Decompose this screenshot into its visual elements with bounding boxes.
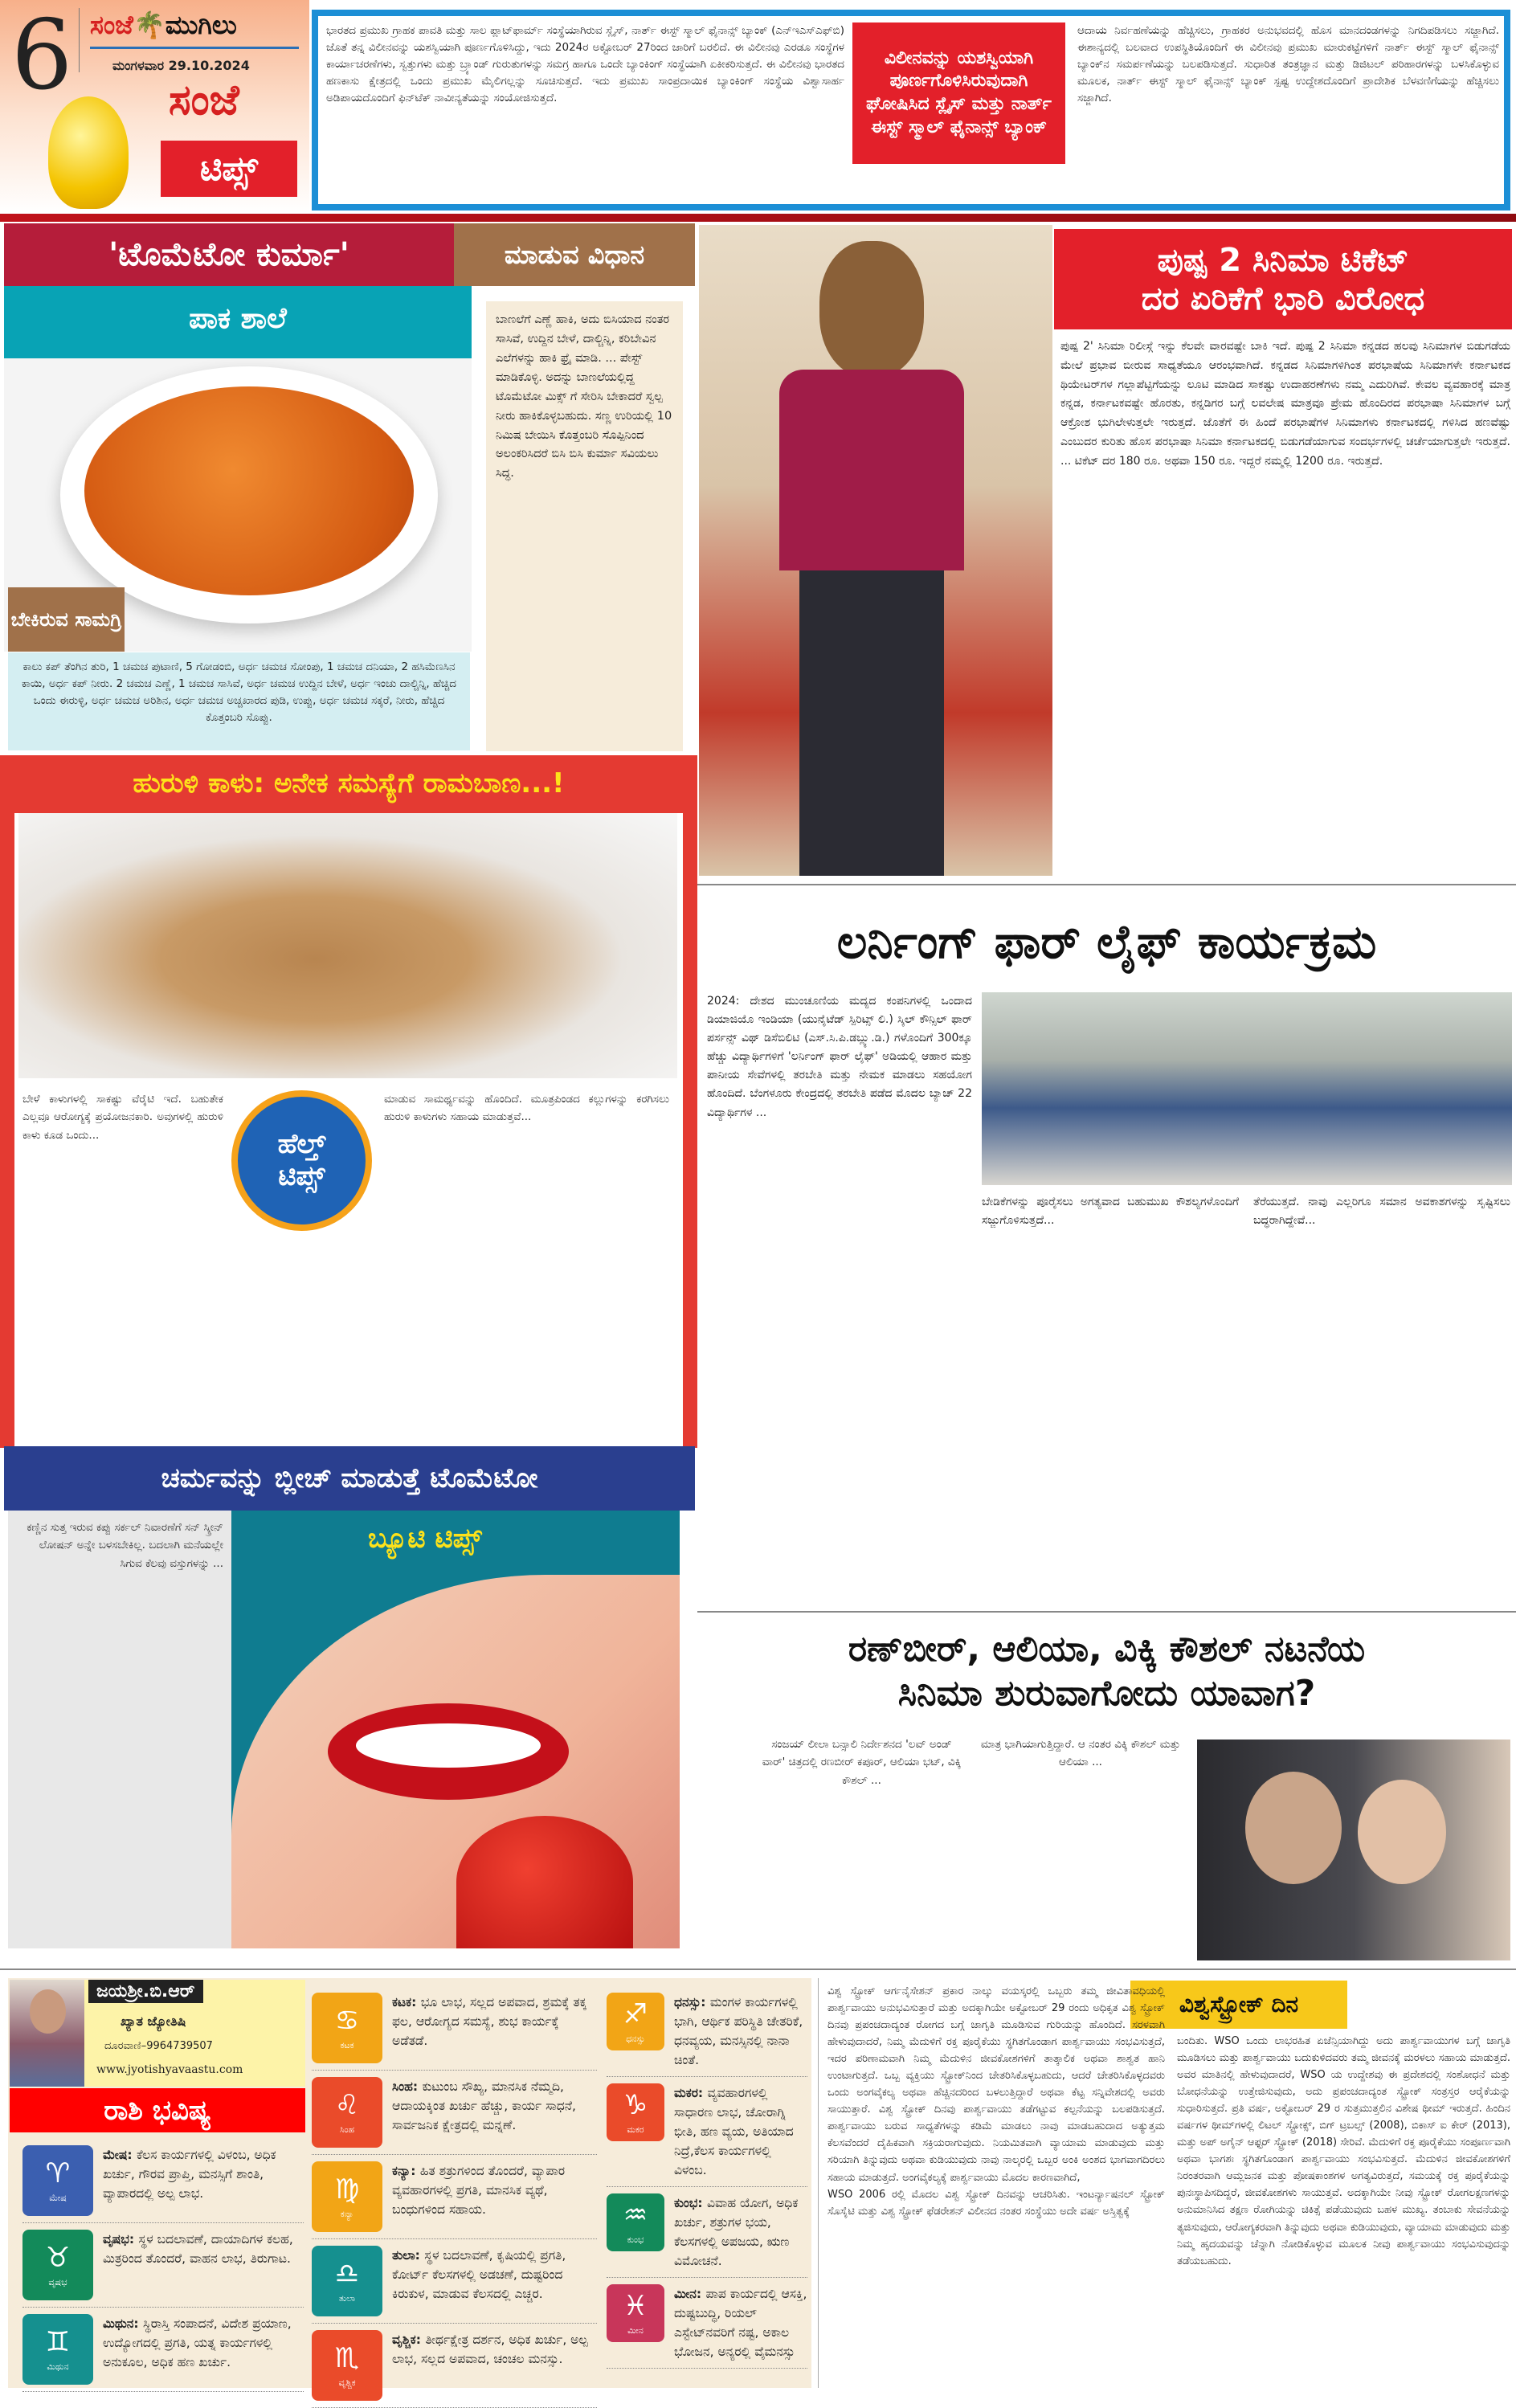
horoscope-sign-8 (607, 1986, 807, 2077)
sign-name: ಕುಂಭ (674, 2196, 698, 2211)
sign-name: ಕಟಕ (392, 1995, 412, 2009)
zodiac-glyph: ♏ (334, 2342, 360, 2374)
learning-body-col1: 2024: ದೇಶದ ಮುಂಚೂಣಿಯ ಮದ್ಯದ ಕಂಪನಿಗಳಲ್ಲಿ ಒಂದಾದ ಡಿಯಾಜಿಯೊ ಇಂಡಿಯಾ (ಯುನೈಟೆಡ್ ಸ್ಪಿರಿಟ್ಸ್ ಲಿ.) ಸ್ಕಿಲ್ ಕೌನ್ಸಿಲ್ ಫಾರ್ ಪರ್ಸನ್ಸ್ ವಿಥ್ ಡಿಸೆಬಿಲಿಟಿ (ಎಸ್.ಸಿ.ಪಿ.ಡಬ್ಲ್ಯು.ಡಿ.) ಗಳೊಂದಿಗೆ 300ಕ್ಕೂ ಹೆಚ್ಚು ವಿದ್ಯಾರ್ಥಿಗಳಿಗೆ 'ಲರ್ನಿಂಗ್ ಫಾರ್ ಲೈಫ್' ಅಡಿಯಲ್ಲಿ ಆಹಾರ ಮತ್ತು ಪಾನೀಯ ಸೇವೆಗಳಲ್ಲಿ ತರಬೇತಿ ಮತ್ತು ನೇಮಕ ಮಾಡಲು ಸಹಯೋಗ ಹೊಂದಿದೆ. ಬೆಂಗಳೂರು ಕೇಂದ್ರದಲ್ಲಿ ತರಬೇತಿ ಪಡೆದ ಮೊದಲ ಬ್ಯಾಚ್ 22 ವಿದ್ಯಾರ್ಥಿಗಳ ... (707, 995, 972, 1119)
zodiac-icon-label: ಕನ್ಯಾ (340, 2209, 354, 2219)
maiden-icon (312, 2161, 382, 2232)
zodiac-glyph: ♐ (623, 1998, 648, 2030)
sign-prediction: ವಿವಾಹ ಯೋಗ, ಅಧಿಕ ಖರ್ಚು, ಶತ್ರುಗಳ ಭಯ, ಕೆಲಸಗಳಲ್ಲಿ ಅಪಜಯ, ಋಣ ವಿಮೋಚನೆ. (674, 2196, 799, 2269)
lion-icon (312, 2077, 382, 2148)
section-title-sanje: ಸಂಜೆ (169, 76, 239, 125)
merger-article (312, 10, 1510, 211)
sign-prediction: ಸ್ಥಿರಾಸ್ತಿ ಸಂಪಾದನೆ, ವಿದೇಶ ಪ್ರಯಾಣ, ಉದ್ಯೋಗದಲ್ಲಿ ಪ್ರಗತಿ, ಯತ್ನ ಕಾರ್ಯಗಳಲ್ಲಿ ಅನುಕೂಲ, ಅಧಿಕ ಹಣ ಖರ್ಚು. (103, 2316, 292, 2370)
horoscope-section (8, 1978, 811, 2388)
sign-prediction: ಕುಟುಂಬ ಸೌಖ್ಯ, ಮಾನಸಿಕ ನೆಮ್ಮದಿ, ಆದಾಯಕ್ಕಿಂತ ಖರ್ಚು ಹೆಚ್ಚು, ಕಾರ್ಯ ಸಾಧನೆ, ಸಾರ್ವಜನಿಕ ಕ್ಷೇತ್ರದಲ್ಲಿ ಮನ್ನಣೆ. (392, 2079, 576, 2133)
astrologer-website: www.jyotishyavaastu.com (96, 2063, 243, 2076)
zodiac-icon-label: ಮಿಥುನ (47, 2361, 69, 2372)
learning-headline: ಲರ್ನಿಂಗ್ ಫಾರ್ ಲೈಫ್ ಕಾರ್ಯಕ್ರಮ (836, 914, 1377, 969)
astrologer-title: ಖ್ಯಾತ ಜ್ಯೋತಿಷಿ (121, 2013, 186, 2029)
zodiac-glyph: ♌ (334, 2089, 360, 2121)
sign-name: ವೃಶ್ಚಿಕ (392, 2332, 416, 2347)
section-title-tips: ಟಿಪ್ಸ್ (161, 141, 297, 197)
horoscope-sign-5 (312, 2155, 597, 2239)
horoscope-sign-6 (312, 2239, 597, 2324)
horoscope-sign-3 (312, 1986, 597, 2071)
bulb-icon (48, 96, 129, 209)
zodiac-glyph: ♋ (334, 2005, 360, 2037)
ram-icon (22, 2145, 93, 2216)
beauty-body: ಕಣ್ಣಿನ ಸುತ್ತ ಇರುವ ಕಪ್ಪು ಸರ್ಕಲ್ ನಿವಾರಣೆಗೆ ಸನ್ ಸ್ಕ್ರೀನ್ ಲೋಷನ್ ಅನ್ನೇ ಬಳಸಬೇಕಿಲ್ಲ. ಬದಲಾಗಿ ಮನೆಯಲ್ಲೇ ಸಿಗುವ ಕೆಲವು ವಸ್ತುಗಳನ್ನು ... (8, 1511, 231, 1948)
horoscope-text: ತುಲಾ: ಸ್ಥಳ ಬದಲಾವಣೆ, ಕೃಷಿಯಲ್ಲಿ ಪ್ರಗತಿ, ಕೋರ್ಟ್ ಕೆಲಸಗಳಲ್ಲಿ ಅಡಚಣೆ, ದುಷ್ಟರಿಂದ ಕಿರುಕುಳ, ಮಾಡುವ ಕೆಲಸದಲ್ಲಿ ಎಚ್ಚರ. (392, 2248, 566, 2302)
astrologer-name: ಜಯಶ್ರೀ.ಬಿ.ಆರ್ (88, 1980, 203, 2003)
zodiac-glyph: ♊ (45, 2326, 71, 2358)
ingredients-label: ಬೇಕಿರುವ ಸಾಮಗ್ರಿ (8, 587, 125, 652)
recipe-title: 'ಟೊಮೆಟೋ ಕುರ್ಮಾ' (4, 223, 454, 286)
beauty-label: ಬ್ಯೂಟಿ ಟಿಪ್ಸ್ (368, 1523, 482, 1555)
pushpa-headline: ಪುಷ್ಪ 2 ಸಿನಿಮಾ ಟಿಕೆಟ್ ದರ ಏರಿಕೆಗೆ ಭಾರಿ ವಿರೋಧ (1054, 229, 1512, 329)
sign-prediction: ಸ್ಥಳ ಬದಲಾವಣೆ, ಕೃಷಿಯಲ್ಲಿ ಪ್ರಗತಿ, ಕೋರ್ಟ್ ಕೆಲಸಗಳಲ್ಲಿ ಅಡಚಣೆ, ದುಷ್ಟರಿಂದ ಕಿರುಕುಳ, ಮಾಡುವ ಕೆಲಸದಲ್ಲಿ ಎಚ್ಚರ. (392, 2248, 566, 2302)
sign-name: ತುಲಾ (392, 2248, 415, 2263)
paper-logo: ಸಂಜೆ🌴ಮುಗಿಲು (90, 10, 237, 40)
horsegram-body-left: ಬೇಳೆ ಕಾಳುಗಳಲ್ಲಿ ಸಾಕಷ್ಟು ವೆರೈಟಿ ಇದೆ. ಬಹುತೇಕ ಎಲ್ಲವೂ ಆರೋಗ್ಯಕ್ಕೆ ಪ್ರಯೋಜನಕಾರಿ. ಅವುಗಳಲ್ಲಿ ಹುರುಳಿ ಕಾಳು ಕೂಡ ಒಂದು... (22, 1093, 223, 1142)
sign-name: ಧನಸ್ಸು (674, 1995, 701, 2009)
sign-prediction: ಹಿತ ಶತ್ರುಗಳಿಂದ ತೊಂದರೆ, ವ್ಯಾಪಾರ ವ್ಯವಹಾರಗಳಲ್ಲಿ ಪ್ರಗತಿ, ಮಾನಸಿಕ ವ್ಯಥೆ, ಬಂಧುಗಳಿಂದ ಸಹಾಯ. (392, 2164, 566, 2218)
sign-prediction: ಭೂ ಲಾಭ, ಸಲ್ಲದ ಅಪವಾದ, ಶ್ರಮಕ್ಕೆ ತಕ್ಕ ಫಲ, ಆರೋಗ್ಯದ ಸಮಸ್ಯೆ, ಶುಭ ಕಾರ್ಯಕ್ಕೆ ಅಡೆತಡೆ. (392, 1995, 587, 2049)
stroke-body-col1: ವಿಶ್ವ ಸ್ಟ್ರೋಕ್ ಆರ್ಗನೈಸೇಶನ್ ಪ್ರಕಾರ ನಾಲ್ಕು ವಯಸ್ಕರಲ್ಲಿ ಒಬ್ಬರು ತಮ್ಮ ಜೀವಿತಾವಧಿಯಲ್ಲಿ ಪಾರ್ಶ್ವವಾಯು ಅನುಭವಿಸುತ್ತಾರೆ ಮತ್ತು ಅದಕ್ಕಾಗಿಯೇ ಅಕ್ಟೋಬರ್ 29 ರಂದು ಅಧಿಕೃತ ವಿಶ್ವ ಸ್ಟ್ರೋಕ್ ದಿನವು ಪ್ರಪಂಚದಾದ್ಯಂತ ರೋಗದ ಬಗ್ಗೆ ಜಾಗೃತಿ ಮೂಡಿಸುವ ಗುರಿಯನ್ನು ಹೊಂದಿದೆ. ಸರಳವಾಗಿ ಹೇಳುವುದಾದರೆ, ನಿಮ್ಮ ಮೆದುಳಿಗೆ ರಕ್ತ ಪೂರೈಕೆಯು ಸ್ಥಗಿತಗೊಂಡಾಗ ಪಾರ್ಶ್ವವಾಯು ಸಂಭವಿಸುತ್ತದೆ, ಇದರ ಪರಿಣಾಮವಾಗಿ ನಿಮ್ಮ ಮೆದುಳಿನ ಜೀವಕೋಶಗಳಿಗೆ ತಾತ್ಕಾಲಿಕ ಅಥವಾ ಶಾಶ್ವತ ಹಾನಿ ಉಂಟಾಗುತ್ತದೆ. ಒಬ್ಬ ವ್ಯಕ್ತಿಯು ಸ್ಟ್ರೋಕ್‌ನಿಂದ ಚೇತರಿಸಿಕೊಳ್ಳಬಹುದು, ಆದರೆ ಚೇತರಿಸಿಕೊಳ್ಳದವರು ಒಂದು ಅಂಗವೈಕಲ್ಯ ಅಥವಾ ಹೆಚ್ಚಿನದರಿಂದ ಬಳಲುತ್ತಿದ್ದಾರೆ ಅಥವಾ ಕೆಟ್ಟ ಸನ್ನಿವೇಶದಲ್ಲಿ ಅವರು ಸಾಯುತ್ತಾರೆ. ವಿಶ್ವ ಸ್ಟ್ರೋಕ್ ದಿನವು ಪಾರ್ಶ್ವವಾಯು ತಡೆಗಟ್ಟುವ ಕಲ್ಪನೆಯನ್ನು ಬಲಪಡಿಸುತ್ತದೆ. ಪಾರ್ಶ್ವವಾಯು ಬರುವ ಸಾಧ್ಯತೆಗಳನ್ನು ಕಡಿಮೆ ಮಾಡಲು ನಾವು ಮಾಡಬಹುದಾದ ಅತ್ಯುತ್ತಮ ಕೆಲಸವೆಂದರೆ ದೈಹಿಕವಾಗಿ ಸಕ್ರಿಯರಾಗುವುದು. ನಿಯಮಿತವಾಗಿ ವ್ಯಾಯಾಮ ಮಾಡುವುದು ಮತ್ತು ಸರಿಯಾಗಿ ತಿನ್ನುವುದು ಅಥವಾ ಕುಡಿಯುವುದು ನಾವು ನಾಲ್ಕರಲ್ಲಿ ಒಬ್ಬರ ಅಂಕಿ ಅಂಶದ ಭಾಗವಾಗದಿರಲು ಸಹಾಯ ಮಾಡುತ್ತದೆ. ಅಂಗವೈಕಲ್ಯಕ್ಕೆ ಪಾರ್ಶ್ವವಾಯು ಮೊದಲ ಕಾರಣವಾಗಿದೆ, WSO 2006 ರಲ್ಲಿ ಮೊದಲ ವಿಶ್ವ ಸ್ಟ್ರೋಕ್ ದಿನವನ್ನು ಆಚರಿಸಿತು. ಇಂಟರ್ನ್ಯಾಷನಲ್ ಸ್ಟ್ರೋಕ್ ಸೊಸೈಟಿ ಮತ್ತು ವಿಶ್ವ ಸ್ಟ್ರೋಕ್ ಫೆಡರೇಶನ್ ವಿಲೀನದ ನಂತರ ಸಂಸ್ಥೆಯು ಅದೇ ವರ್ಷ ಅಸ್ತಿತ್ವಕ್ಕೆ (827, 1985, 1165, 2218)
scales-icon (312, 2246, 382, 2316)
pushpa-body: ಪುಷ್ಪ 2' ಸಿನಿಮಾ ರಿಲೀಸ್ಗೆ ಇನ್ನು ಕೆಲವೇ ವಾರವಷ್ಟೇ ಬಾಕಿ ಇದೆ. ಪುಷ್ಪ 2 ಸಿನಿಮಾ ಕನ್ನಡದ ಹಲವು ಸಿನಿಮಾಗಳ ಬಿಡುಗಡೆಯ ಮೇಲೆ ಪ್ರಭಾವ ಬೀರುವ ಸಾಧ್ಯತೆಯೂ ಆರಂಭವಾಗಿದೆ. ಕನ್ನಡದ ಸಿನಿಮಾಗಳಿಗಿಂತ ಪರಭಾಷೆಯ ಸಿನಿಮಾಗಳೇ ಕರ್ನಾಟಕದ ಥಿಯೇಟರ್‌ಗಳ ಗಲ್ಲಾಪೆಟ್ಟಿಗೆಯನ್ನು ಲೂಟಿ ಮಾಡಿದ ಸಾಕಷ್ಟು ಉದಾಹರಣೆಗಳು ನಮ್ಮ ಎದುರಿಗಿವೆ. ಕೇವಲ ವ್ಯವಹಾರಕ್ಕೆ ಮಾತ್ರ ಕನ್ನಡ, ಕರ್ನಾಟಕವಷ್ಟೇ ಹೊರತು, ಕನ್ನಡಿಗರ ಬಗ್ಗೆ ಲವಲೇಷ ಮಾತ್ರವೂ ಪ್ರೇಮ ಹೊಂದಿರದ ಪರಭಾಷಾ ಸಿನಿಮಾಗಳ ಬಗ್ಗೆ ಆಕ್ರೋಶ ಭುಗಿಲೇಳುತ್ತಲೇ ಇರುತ್ತದೆ. ಜೊತೆಗೆ ಈ ಹಿಂದೆ ಪರಭಾಷೆಗಳ ಸಿನಿಮಾಗಳು ಕರ್ನಾಟಕದಲ್ಲಿ ಗಳಿಸಿದ ಹಣವೆಷ್ಟು ಎಂಬುದರ ಕುರಿತು ಹೊಸ ಪರಭಾಷಾ ಸಿನಿಮಾ ಕರ್ನಾಟಕದಲ್ಲಿ ಬಿಡುಗಡೆಯಾಗುವ ಸಂದರ್ಭಗಳಲ್ಲಿ ಚರ್ಚೆಯಾಗುತ್ತಲೇ ಇರುತ್ತದೆ. ... ಟಿಕೆಟ್ ದರ 180 ರೂ. ಅಥವಾ 150 ರೂ. ಇದ್ದರೆ ನಮ್ಮಲ್ಲಿ 1200 ರೂ. ಇರುತ್ತದೆ. (1060, 340, 1510, 468)
zodiac-icon-label: ಸಿಂಹ (339, 2124, 355, 2135)
bow-icon (607, 1993, 664, 2050)
zodiac-glyph: ♈ (45, 2157, 71, 2189)
kitchen-label: ಪಾಕ ಶಾಲೆ (189, 302, 287, 335)
sign-prediction: ಮಂಗಳ ಕಾರ್ಯಗಳಲ್ಲಿ ಭಾಗಿ, ಆರ್ಥಿಕ ಪರಿಸ್ಥಿತಿ ಚೇತರಿಕೆ, ಧನವ್ಯಯ, ಮನಸ್ಸಿನಲ್ಲಿ ನಾನಾ ಚಿಂತೆ. (674, 1995, 803, 2068)
astrologer-card (84, 1980, 305, 2087)
beauty-photo (231, 1511, 680, 1948)
merger-body-left: ಭಾರತದ ಪ್ರಮುಖ ಗ್ರಾಹಕ ಪಾವತಿ ಮತ್ತು ಸಾಲ ಪ್ಲಾಟ್‌ಫಾರ್ಮ್ ಸಂಸ್ಥೆಯಾಗಿರುವ ಸ್ಲೈಸ್, ನಾರ್ತ್ ಈಸ್ಟ್ ಸ್ಮಾಲ್ ಫೈನಾನ್ಸ್ ಬ್ಯಾಂಕ್ (ಎನ್‌ಇಎಸ್‌ಎಫ್‌ಬಿ) ಜೊತೆ ತನ್ನ ವಿಲೀನವನ್ನು ಯಶಸ್ವಿಯಾಗಿ ಪೂರ್ಣಗೊಳಿಸಿದ್ದು, ಇದು 2024ರ ಅಕ್ಟೋಬರ್ 27ರಿಂದ ಜಾರಿಗೆ ಬರಲಿದೆ. ಈ ವಿಲೀನವು ಎರಡೂ ಸಂಸ್ಥೆಗಳ ಕಾರ್ಯಾಚರಣೆಗಳು, ಸ್ವತ್ತುಗಳು ಮತ್ತು ಬ್ರ್ಯಾಂಡ್ ಗುರುತುಗಳನ್ನು ಸಮಗ್ರ ಹಾಗೂ ಒಂದೇ ಬ್ಯಾಂಕಿಂಗ್ ಸಂಸ್ಥೆಯಾಗಿ ಏಕೀಕರಿಸುತ್ತದೆ. ಈ ವಿಲೀನವು ಭಾರತದ ಹಣಕಾಸು ಕ್ಷೇತ್ರದಲ್ಲಿ ಒಂದು ಪ್ರಮುಖ ಮೈಲಿಗಲ್ಲನ್ನು ಸೂಚಿಸುತ್ತದೆ. ಇದು ಪ್ರಮುಖ ಸಾಂಪ್ರದಾಯಿಕ ಬ್ಯಾಂಕಿಂಗ್ ಸಂಸ್ಥೆಯ ವಿಶ್ವಾಸಾರ್ಹ ಅಡಿಪಾಯದೊಂದಿಗೆ ಫಿನ್‌ಟೆಕ್ ನಾವೀನ್ಯತೆಯನ್ನು ಸಂಯೋಜಿಸುತ್ತದೆ. (326, 24, 844, 104)
zodiac-glyph: ♍ (334, 2173, 360, 2206)
horsegram-section (0, 755, 697, 1448)
health-tips-badge: ಹೆಲ್ತ್ ಟಿಪ್ಸ್ (231, 1090, 372, 1231)
learning-group-photo (982, 992, 1512, 1185)
zodiac-glyph: ♑ (623, 2089, 648, 2122)
zodiac-glyph: ♎ (334, 2258, 360, 2290)
sign-prediction: ತೀರ್ಥಕ್ಷೇತ್ರ ದರ್ಶನ, ಅಧಿಕ ಖರ್ಚು, ಅಲ್ಪ ಲಾಭ, ಸಲ್ಲದ ಅಪವಾದ, ಚಂಚಲ ಮನಸ್ಸು. (392, 2332, 588, 2367)
twins-icon (22, 2314, 93, 2385)
stroke-body-col2: ಬಂದಿತು. WSO ಒಂದು ಲಾಭರಹಿತ ಏಜೆನ್ಸಿಯಾಗಿದ್ದು ಅದು ಪಾರ್ಶ್ವವಾಯುಗಳ ಬಗ್ಗೆ ಜಾಗೃತಿ ಮೂಡಿಸಲು ಮತ್ತು ಪಾರ್ಶ್ವವಾಯು ಬದುಕುಳಿದವರು ತಮ್ಮ ಜೀವನಕ್ಕೆ ಮರಳಲು ಸಹಾಯ ಮಾಡುತ್ತದೆ. ಅವರ ಮಾತಿನಲ್ಲಿ ಹೇಳುವುದಾದರೆ, WSO ಯ ಉದ್ದೇಶವು ಈ ಪ್ರದೇಶದಲ್ಲಿ ಸಂಶೋಧನೆ ಮತ್ತು ಬೋಧನೆಯನ್ನು ಉತ್ತೇಜಿಸುವುದು, ಅದು ಪ್ರಪಂಚದಾದ್ಯಂತ ಸ್ಟ್ರೋಕ್ ಸಂತ್ರಸ್ತರ ಆರೈಕೆಯನ್ನು ಸುಧಾರಿಸುತ್ತದೆ. ಪ್ರತಿ ವರ್ಷ, ಅಕ್ಟೋಬರ್ 29 ರ ಸುತ್ತಮುತ್ತಲಿನ ವಿಶೇಷ ಥೀಮ್ ಇರುತ್ತದೆ. ಹಿಂದಿನ ವರ್ಷಗಳ ಥೀಮ್‌ಗಳಲ್ಲಿ ಲಿಟಲ್ ಸ್ಟ್ರೋಕ್ಸ್, ಬಿಗ್ ಟ್ರಬಲ್ಸ್ (2008), ಬಿಕಾಸ್ ಐ ಕೇರ್ (2013), ಮತ್ತು ಅಪ್ ಅಗೈನ್ ಆಫ್ಟರ್ ಸ್ಟ್ರೋಕ್ (2018) ಸೇರಿವೆ. ಮೆದುಳಿಗೆ ರಕ್ತ ಪೂರೈಕೆಯು ಸಂಪೂರ್ಣವಾಗಿ ಅಥವಾ ಭಾಗಶಃ ಸ್ಥಗಿತಗೊಂಡಾಗ ಪಾರ್ಶ್ವವಾಯು ಸಂಭವಿಸುತ್ತದೆ. ಮೆದುಳಿನ ಜೀವಕೋಶಗಳಿಗೆ ನಿರಂತರವಾಗಿ ಆಮ್ಲಜನಕ ಮತ್ತು ಪೋಷಕಾಂಶಗಳ ಅಗತ್ಯವಿರುತ್ತದೆ, ಸಮಯಕ್ಕೆ ರಕ್ತ ಪೂರೈಕೆಯನ್ನು ಪುನಃಸ್ಥಾಪಿಸದಿದ್ದರೆ, ಜೀವಕೋಶಗಳು ಸಾಯುತ್ತವೆ. ಅದಕ್ಕಾಗಿಯೇ ನೀವು ಸ್ಟ್ರೋಕ್ ರೋಗಲಕ್ಷಣಗಳನ್ನು ಅನುಮಾನಿಸಿದ ತಕ್ಷಣ ರೋಗಿಯನ್ನು ಚಿಕಿತ್ಸೆ ಪಡೆಯುವುದು ಬಹಳ ಮುಖ್ಯ. ತಂಬಾಕು ಸೇವನೆಯನ್ನು ತ್ಯಜಿಸುವುದು, ಆರೋಗ್ಯಕರವಾಗಿ ತಿನ್ನುವುದು ಅಥವಾ ಕುಡಿಯುವುದು, ವ್ಯಾಯಾಮ ಮಾಡುವುದು ಮತ್ತು ನಿಮ್ಮ ಹೃದಯವನ್ನು ಚೆನ್ನಾಗಿ ನೋಡಿಕೊಳ್ಳುವ ಮೂಲಕ ನೀವು ಪಾರ್ಶ್ವವಾಯು ಸಂಭವಿಸುವುದನ್ನು ತಡೆಯಬಹುದು. (1177, 2035, 1510, 2267)
zodiac-icon-label: ವೃಶ್ಚಿಕ (338, 2377, 356, 2388)
horoscope-sign-10 (607, 2187, 807, 2278)
zodiac-icon-label: ಮೀನ (627, 2325, 644, 2336)
merger-body-right: ಆದಾಯ ನಿರ್ವಹಣೆಯನ್ನು ಹೆಚ್ಚಿಸಲು, ಗ್ರಾಹಕರ ಅನುಭವದಲ್ಲಿ ಹೊಸ ಮಾನದಂಡಗಳನ್ನು ನಿಗದಿಪಡಿಸಲು ಸಜ್ಜಾಗಿದೆ. ಈಶಾನ್ಯದಲ್ಲಿ ಬಲವಾದ ಉಪಸ್ಥಿತಿಯೊಂದಿಗೆ ಈ ವಿಲೀನವು ಪ್ರಮುಖ ಮಾರುಕಟ್ಟೆಗಳಿಗೆ ನಾರ್ತ್ ಈಸ್ಟ್ ಸ್ಮಾಲ್ ಫೈನಾನ್ಸ್ ಬ್ಯಾಂಕ್‌ನ ಸಮರ್ಪಣೆಯನ್ನು ಬಲಪಡಿಸುತ್ತದೆ. ಸುಧಾರಿತ ತಂತ್ರಜ್ಞಾನ ಮತ್ತು ಡಿಜಿಟಲ್ ಪರಿಹಾರಗಳನ್ನು ಬಳಸಿಕೊಳ್ಳುವ ಮೂಲಕ, ನಾರ್ತ್ ಈಸ್ಟ್ ಸ್ಮಾಲ್ ಫೈನಾನ್ಸ್ ಬ್ಯಾಂಕ್ ಸ್ಪಷ್ಟ ಉದ್ದೇಶದೊಂದಿಗೆ ಪ್ರಾದೇಶಿಕ ಬೆಳವಣಿಗೆಯನ್ನು ಹೆಚ್ಚಿಸಲು ಸಜ್ಜಾಗಿದೆ. (1077, 24, 1499, 104)
method-label: ಮಾಡುವ ವಿಧಾನ (454, 223, 695, 286)
horoscope-text: ಕುಂಭ: ವಿವಾಹ ಯೋಗ, ಅಧಿಕ ಖರ್ಚು, ಶತ್ರುಗಳ ಭಯ, ಕೆಲಸಗಳಲ್ಲಿ ಅಪಜಯ, ಋಣ ವಿಮೋಚನೆ. (674, 2196, 799, 2269)
horsegram-headline: ಹುರುಳಿ ಕಾಳು: ಅನೇಕ ಸಮಸ್ಯೆಗೆ ರಾಮಬಾಣ...! (133, 767, 565, 799)
page-number: 6 (11, 0, 73, 112)
scorpion-icon (312, 2330, 382, 2401)
horsegram-body-right: ಮಾಡುವ ಸಾಮರ್ಥ್ಯವನ್ನು ಹೊಂದಿದೆ. ಮೂತ್ರಪಿಂಡದ ಕಲ್ಲುಗಳನ್ನು ಕರಗಿಸಲು ಹುರುಳಿ ಕಾಳುಗಳು ಸಹಾಯ ಮಾಡುತ್ತವೆ... (384, 1093, 669, 1124)
crab-icon (312, 1993, 382, 2063)
sign-name: ಸಿಂಹ (392, 2079, 413, 2094)
horoscope-sign-7 (312, 2324, 597, 2408)
zodiac-icon-label: ಮೇಷ (49, 2193, 67, 2203)
masthead (0, 0, 309, 213)
zodiac-glyph: ♓ (623, 2290, 648, 2323)
learning-body-col3: ತೆರೆಯುತ್ತದೆ. ನಾವು ಎಲ್ಲರಿಗೂ ಸಮಾನ ಅವಕಾಶಗಳನ್ನು ಸೃಷ್ಟಿಸಲು ಬದ್ಧರಾಗಿದ್ದೇವೆ... (1253, 1196, 1510, 1228)
horoscope-text: ಮೇಷ: ಕೆಲಸ ಕಾರ್ಯಗಳಲ್ಲಿ ವಿಳಂಬ, ಅಧಿಕ ಖರ್ಚು, ಗೌರವ ಪ್ರಾಪ್ತಿ, ಮನಸ್ಸಿಗೆ ಶಾಂತಿ, ವ್ಯಾಪಾರದಲ್ಲಿ ಅಲ್ಪ ಲಾಭ. (103, 2148, 276, 2202)
zodiac-icon-label: ವೃಷಭ (48, 2277, 67, 2287)
horoscope-sign-9 (607, 2077, 807, 2187)
horoscope-text: ವೃಷಭ: ಸ್ಥಳ ಬದಲಾವಣೆ, ದಾಯಾದಿಗಳ ಕಲಹ, ಮಿತ್ರರಿಂದ ತೊಂದರೆ, ವಾಹನ ಲಾಭ, ತಿರುಗಾಟ. (103, 2232, 293, 2267)
beauty-headline: ಚರ್ಮವನ್ನು ಬ್ಲೀಚ್ ಮಾಡುತ್ತೆ ಟೊಮೆಟೋ (4, 1446, 695, 1511)
palm-icon: 🌴 (133, 10, 165, 40)
horoscope-sign-4 (312, 2071, 597, 2155)
fish-icon (607, 2284, 664, 2342)
horoscope-sign-0 (22, 2139, 304, 2223)
sign-prediction: ಸ್ಥಳ ಬದಲಾವಣೆ, ದಾಯಾದಿಗಳ ಕಲಹ, ಮಿತ್ರರಿಂದ ತೊಂದರೆ, ವಾಹನ ಲಾಭ, ತಿರುಗಾಟ. (103, 2232, 293, 2267)
recipe-ingredients: ಕಾಲು ಕಪ್ ತೆಂಗಿನ ತುರಿ, 1 ಚಮಚ ಪುಟಾಣಿ, 5 ಗೋಡಂಬಿ, ಅರ್ಧ ಚಮಚ ಸೋಂಪು, 1 ಚಮಚ ದನಿಯಾ, 2 ಹಸಿಮೆಣಸಿನ ಕಾಯಿ, ಅರ್ಧ ಕಪ್ ನೀರು. 2 ಚಮಚ ಎಣ್ಣೆ, 1 ಚಮಚ ಸಾಸಿವೆ, ಅರ್ಧ ಚಮಚ ಉದ್ದಿನ ಬೇಳೆ, ಅರ್ಧ ಇಂಚು ದಾಲ್ಚಿನ್ನಿ, ಹೆಚ್ಚಿದ ಒಂದು ಈರುಳ್ಳಿ, ಅರ್ಧ ಚಮಚ ಅರಿಶಿನ, ಅರ್ಧ ಚಮಚ ಅಚ್ಚಖಾರದ ಪುಡಿ, ಉಪ್ಪು, ಅರ್ಧ ಚಮಚ ಸಕ್ಕರೆ, ನೀರು, ಹೆಚ್ಚಿದ ಕೊತ್ತಂಬರಿ ಸೊಪ್ಪು. (8, 652, 470, 750)
horoscope-text: ಮಿಥುನ: ಸ್ಥಿರಾಸ್ತಿ ಸಂಪಾದನೆ, ವಿದೇಶ ಪ್ರಯಾಣ, ಉದ್ಯೋಗದಲ್ಲಿ ಪ್ರಗತಿ, ಯತ್ನ ಕಾರ್ಯಗಳಲ್ಲಿ ಅನುಕೂಲ, ಅಧಿಕ ಹಣ ಖರ್ಚು. (103, 2316, 292, 2370)
sign-name: ಮೇಷ (103, 2148, 128, 2162)
horoscope-sign-2 (22, 2308, 304, 2392)
merger-headline: ವಿಲೀನವನ್ನು ಯಶಸ್ವಿಯಾಗಿ ಪೂರ್ಣಗೊಳಿಸಿರುವುದಾಗಿ ಘೋಷಿಸಿದ ಸ್ಲೈಸ್ ಮತ್ತು ನಾರ್ತ್ ಈಸ್ಟ್ ಸ್ಮಾಲ್ ಫೈನಾನ್ಸ್ ಬ್ಯಾಂಕ್ (852, 22, 1065, 164)
zodiac-glyph: ♒ (623, 2199, 648, 2232)
zodiac-icon-label: ಕಟಕ (340, 2040, 354, 2050)
horoscope-text: ಮಕರ: ವ್ಯವಹಾರಗಳಲ್ಲಿ ಸಾಧಾರಣ ಲಾಭ, ಚೋರಾಗ್ನಿ ಭೀತಿ, ಹಣ ವ್ಯಯ, ಅತಿಯಾದ ನಿದ್ರೆ,ಕೆಲಸ ಕಾರ್ಯಗಳಲ್ಲಿ ವಿಳಂಬ. (674, 2086, 794, 2178)
sign-name: ಮಿಥುನ (103, 2316, 134, 2331)
sign-name: ಮಕರ (674, 2086, 698, 2101)
ranbir-body-col1: ಸಂಜಯ್ ಲೀಲಾ ಬನ್ಸಾಲಿ ನಿರ್ದೇಶನದ 'ಲವ್ ಅಂಡ್ ವಾರ್' ಚಿತ್ರದಲ್ಲಿ ರಣಬೀರ್ ಕಪೂರ್, ಆಲಿಯಾ ಭಟ್, ವಿಕ್ಕಿ ಕೌಶಲ್ ... (762, 1738, 962, 1787)
horoscope-text: ಧನಸ್ಸು: ಮಂಗಳ ಕಾರ್ಯಗಳಲ್ಲಿ ಭಾಗಿ, ಆರ್ಥಿಕ ಪರಿಸ್ಥಿತಿ ಚೇತರಿಕೆ, ಧನವ್ಯಯ, ಮನಸ್ಸಿನಲ್ಲಿ ನಾನಾ ಚಿಂತೆ. (674, 1995, 803, 2068)
zodiac-icon-label: ಕುಂಭ (627, 2234, 644, 2246)
bull-icon (22, 2230, 93, 2300)
horoscope-text: ಕನ್ಯಾ: ಹಿತ ಶತ್ರುಗಳಿಂದ ತೊಂದರೆ, ವ್ಯಾಪಾರ ವ್ಯವಹಾರಗಳಲ್ಲಿ ಪ್ರಗತಿ, ಮಾನಸಿಕ ವ್ಯಥೆ, ಬಂಧುಗಳಿಂದ ಸಹಾಯ. (392, 2164, 566, 2218)
ranbir-photo (1197, 1740, 1510, 1960)
sign-name: ಮೀನ (674, 2287, 697, 2302)
ranbir-body-col2: ಮಾತ್ರ ಭಾಗಿಯಾಗುತ್ತಿದ್ದಾರೆ. ಆ ನಂತರ ವಿಕ್ಕಿ ಕೌಶಲ್ ಮತ್ತು ಆಲಿಯಾ ... (980, 1738, 1181, 1769)
stroke-headline: ವಿಶ್ವಸ್ಟ್ರೋಕ್ ದಿನ (1130, 1981, 1347, 2029)
goat-icon (607, 2083, 664, 2141)
horoscope-text: ಕಟಕ: ಭೂ ಲಾಭ, ಸಲ್ಲದ ಅಪವಾದ, ಶ್ರಮಕ್ಕೆ ತಕ್ಕ ಫಲ, ಆರೋಗ್ಯದ ಸಮಸ್ಯೆ, ಶುಭ ಕಾರ್ಯಕ್ಕೆ ಅಡೆತಡೆ. (392, 1995, 587, 2049)
learning-body-col2: ಬೇಡಿಕೆಗಳನ್ನು ಪೂರೈಸಲು ಅಗತ್ಯವಾದ ಬಹುಮುಖ ಕೌಶಲ್ಯಗಳೊಂದಿಗೆ ಸಜ್ಜುಗೊಳಿಸುತ್ತದೆ... (982, 1196, 1239, 1228)
pushpa-photo (699, 225, 1052, 876)
horoscope-text: ಮೀನ: ಪಾಪ ಕಾರ್ಯದಲ್ಲಿ ಆಸಕ್ತಿ, ದುಷ್ಟಬುದ್ಧಿ, ರಿಯಲ್ ಎಸ್ಟೇಟ್‌ನವರಿಗೆ ನಷ್ಟ, ಅಕಾಲ ಭೋಜನ, ಅನ್ಯರಲ್ಲಿ ವೈಮನಸ್ಸು (674, 2287, 807, 2360)
sign-prediction: ವ್ಯವಹಾರಗಳಲ್ಲಿ ಸಾಧಾರಣ ಲಾಭ, ಚೋರಾಗ್ನಿ ಭೀತಿ, ಹಣ ವ್ಯಯ, ಅತಿಯಾದ ನಿದ್ರೆ,ಕೆಲಸ ಕಾರ್ಯಗಳಲ್ಲಿ ವಿಳಂಬ. (674, 2086, 794, 2178)
kitchen-panel (4, 286, 472, 652)
zodiac-glyph: ♉ (45, 2242, 71, 2274)
sign-name: ಕನ್ಯಾ (392, 2164, 411, 2178)
horoscope-text: ವೃಶ್ಚಿಕ: ತೀರ್ಥಕ್ಷೇತ್ರ ದರ್ಶನ, ಅಧಿಕ ಖರ್ಚು, ಅಲ್ಪ ಲಾಭ, ಸಲ್ಲದ ಅಪವಾದ, ಚಂಚಲ ಮನಸ್ಸು. (392, 2332, 588, 2367)
horoscope-sign-11 (607, 2278, 807, 2369)
issue-date: ಮಂಗಳವಾರ 29.10.2024 (112, 58, 250, 73)
sign-prediction: ಪಾಪ ಕಾರ್ಯದಲ್ಲಿ ಆಸಕ್ತಿ, ದುಷ್ಟಬುದ್ಧಿ, ರಿಯಲ್ ಎಸ್ಟೇಟ್‌ನವರಿಗೆ ನಷ್ಟ, ಅಕಾಲ ಭೋಜನ, ಅನ್ಯರಲ್ಲಿ ವೈಮನಸ್ಸು (674, 2287, 807, 2360)
astrologer-photo (10, 1980, 84, 2087)
horoscope-title: ರಾಶಿ ಭವಿಷ್ಯ (10, 2088, 305, 2132)
recipe-method: ಬಾಣಲೆಗೆ ಎಣ್ಣೆ ಹಾಕಿ, ಅದು ಬಿಸಿಯಾದ ನಂತರ ಸಾಸಿವೆ, ಉದ್ದಿನ ಬೇಳೆ, ದಾಲ್ಚಿನ್ನಿ, ಕರಿಬೇವಿನ ಎಲೆಗಳನ್ನು ಹಾಕಿ ಫ್ರೈ ಮಾಡಿ. ... ಪೇಸ್ಟ್ ಮಾಡಿಕೊಳ್ಳಿ. ಅದನ್ನು ಬಾಣಲೆಯಲ್ಲಿದ್ದ ಟೊಮೆಟೋ ಮಿಕ್ಸ್ ಗೆ ಸೇರಿಸಿ ಬೇಕಾದರೆ ಸ್ವಲ್ಪ ನೀರು ಹಾಕಿಕೊಳ್ಳಬಹುದು. ಸಣ್ಣ ಉರಿಯಲ್ಲಿ 10 ನಿಮಿಷ ಬೇಯಿಸಿ ಕೊತ್ತಂಬರಿ ಸೊಪ್ಪಿನಿಂದ ಅಲಂಕರಿಸಿದರೆ ಬಿಸಿ ಬಿಸಿ ಕುರ್ಮಾ ಸವಿಯಲು ಸಿದ್ಧ. (486, 301, 683, 751)
horsegram-photo (18, 813, 677, 1078)
divider-red (0, 214, 1516, 222)
horoscope-sign-1 (22, 2223, 304, 2308)
zodiac-icon-label: ಮಕರ (627, 2124, 644, 2136)
sign-name: ವೃಷಭ (103, 2232, 129, 2247)
astrologer-phone: ದೂರವಾಣಿ–9964739507 (104, 2040, 213, 2052)
water-pot-icon (607, 2193, 664, 2251)
zodiac-icon-label: ಧನಸ್ಸು (626, 2034, 645, 2044)
ranbir-headline: ರಣ್‌ಬೀರ್, ಆಲಿಯಾ, ವಿಕ್ಕಿ ಕೌಶಲ್ ನಟನೆಯ ಸಿನಿಮಾ ಶುರುವಾಗೋದು ಯಾವಾಗ? (848, 1629, 1366, 1714)
zodiac-icon-label: ತುಲಾ (338, 2293, 356, 2304)
horoscope-text: ಸಿಂಹ: ಕುಟುಂಬ ಸೌಖ್ಯ, ಮಾನಸಿಕ ನೆಮ್ಮದಿ, ಆದಾಯಕ್ಕಿಂತ ಖರ್ಚು ಹೆಚ್ಚು, ಕಾರ್ಯ ಸಾಧನೆ, ಸಾರ್ವಜನಿಕ ಕ್ಷೇತ್ರದಲ್ಲಿ ಮನ್ನಣೆ. (392, 2079, 576, 2133)
sign-prediction: ಕೆಲಸ ಕಾರ್ಯಗಳಲ್ಲಿ ವಿಳಂಬ, ಅಧಿಕ ಖರ್ಚು, ಗೌರವ ಪ್ರಾಪ್ತಿ, ಮನಸ್ಸಿಗೆ ಶಾಂತಿ, ವ್ಯಾಪಾರದಲ್ಲಿ ಅಲ್ಪ ಲಾಭ. (103, 2148, 276, 2202)
